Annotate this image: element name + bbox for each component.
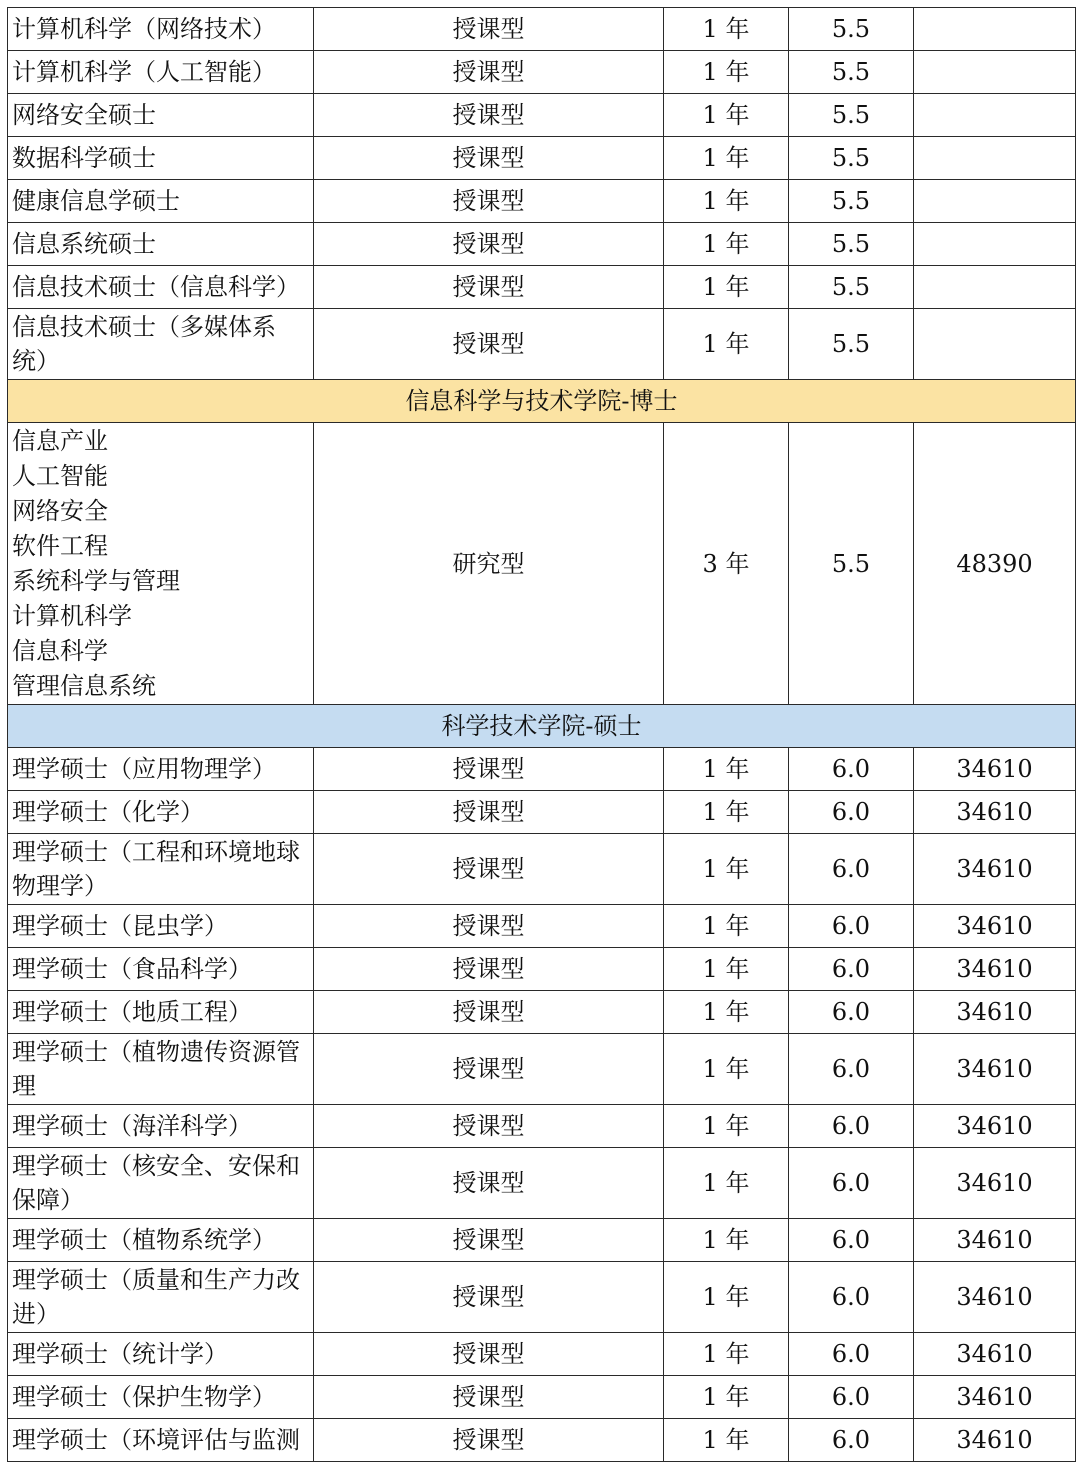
duration-cell: 1 年 xyxy=(664,834,789,905)
fee-cell: 34610 xyxy=(914,1419,1076,1462)
program-type-cell: 授课型 xyxy=(314,1376,664,1419)
table-row xyxy=(8,309,1076,380)
program-name-cell: 计算机科学（人工智能） xyxy=(8,51,314,94)
table-row xyxy=(8,137,1076,180)
program-type-cell: 授课型 xyxy=(314,266,664,309)
program-type-cell: 授课型 xyxy=(314,748,664,791)
score-cell: 6.0 xyxy=(789,1219,914,1262)
score-cell: 6.0 xyxy=(789,834,914,905)
program-type-cell: 授课型 xyxy=(314,1034,664,1105)
score-cell: 6.0 xyxy=(789,1148,914,1219)
program-list-item: 软件工程 xyxy=(12,531,108,560)
table-body-infosci-phd xyxy=(8,380,1076,705)
program-type-cell: 授课型 xyxy=(314,309,664,380)
duration-cell: 1 年 xyxy=(664,223,789,266)
program-type-cell: 授课型 xyxy=(314,948,664,991)
program-list-item: 网络安全 xyxy=(12,496,108,525)
program-name-cell: 健康信息学硕士 xyxy=(8,180,314,223)
table-row xyxy=(8,1419,1076,1462)
fee-cell: 34610 xyxy=(914,905,1076,948)
table-row xyxy=(8,1105,1076,1148)
program-name-cell: 理学硕士（质量和生产力改进） xyxy=(8,1262,314,1333)
fee-cell xyxy=(914,94,1076,137)
program-type-cell: 授课型 xyxy=(314,1333,664,1376)
section-title: 科学技术学院-硕士 xyxy=(8,705,1076,748)
score-cell: 6.0 xyxy=(789,1376,914,1419)
table-body-science-rows xyxy=(8,748,1076,1462)
table-row xyxy=(8,1333,1076,1376)
score-cell: 5.5 xyxy=(789,94,914,137)
score-cell: 5.5 xyxy=(789,423,914,705)
program-type-cell: 授课型 xyxy=(314,905,664,948)
program-name-cell: 理学硕士（应用物理学） xyxy=(8,748,314,791)
program-list-item: 信息产业 xyxy=(12,426,108,455)
program-table-container xyxy=(7,7,1075,1462)
fee-cell: 34610 xyxy=(914,991,1076,1034)
score-cell: 5.5 xyxy=(789,137,914,180)
program-name-cell: 理学硕士（工程和环境地球物理学） xyxy=(8,834,314,905)
duration-cell: 1 年 xyxy=(664,791,789,834)
fee-cell: 34610 xyxy=(914,1105,1076,1148)
table-row xyxy=(8,223,1076,266)
table-row xyxy=(8,423,1076,705)
duration-cell: 1 年 xyxy=(664,748,789,791)
program-name-cell: 信息技术硕士（多媒体系统） xyxy=(8,309,314,380)
program-name-cell: 信息技术硕士（信息科学） xyxy=(8,266,314,309)
program-type-cell: 授课型 xyxy=(314,94,664,137)
section-header-infosci-phd xyxy=(8,380,1076,423)
fee-cell xyxy=(914,180,1076,223)
score-cell: 6.0 xyxy=(789,905,914,948)
fee-cell: 34610 xyxy=(914,1262,1076,1333)
program-name-cell: 信息系统硕士 xyxy=(8,223,314,266)
program-type-cell: 授课型 xyxy=(314,1105,664,1148)
duration-cell: 1 年 xyxy=(664,94,789,137)
fee-cell xyxy=(914,223,1076,266)
duration-cell: 1 年 xyxy=(664,991,789,1034)
program-type-cell: 授课型 xyxy=(314,791,664,834)
section-title: 信息科学与技术学院-博士 xyxy=(8,380,1076,423)
table-row xyxy=(8,791,1076,834)
fee-cell xyxy=(914,266,1076,309)
fee-cell: 34610 xyxy=(914,948,1076,991)
duration-cell: 1 年 xyxy=(664,137,789,180)
program-type-cell: 授课型 xyxy=(314,1419,664,1462)
table-row xyxy=(8,266,1076,309)
table-body-infosci-master xyxy=(8,8,1076,380)
program-name-cell: 计算机科学（网络技术） xyxy=(8,8,314,51)
table-body-science-master xyxy=(8,705,1076,748)
score-cell: 6.0 xyxy=(789,791,914,834)
duration-cell: 1 年 xyxy=(664,905,789,948)
program-list-item: 计算机科学 xyxy=(12,601,132,630)
duration-cell: 1 年 xyxy=(664,180,789,223)
fee-cell xyxy=(914,8,1076,51)
program-name-cell: 理学硕士（植物系统学） xyxy=(8,1219,314,1262)
program-type-cell: 授课型 xyxy=(314,180,664,223)
table-row xyxy=(8,905,1076,948)
table-row xyxy=(8,1262,1076,1333)
program-name-cell: 理学硕士（海洋科学） xyxy=(8,1105,314,1148)
table-row xyxy=(8,1034,1076,1105)
duration-cell: 1 年 xyxy=(664,51,789,94)
program-list-cell xyxy=(8,423,314,705)
table-row xyxy=(8,51,1076,94)
fee-cell: 34610 xyxy=(914,1148,1076,1219)
score-cell: 5.5 xyxy=(789,223,914,266)
score-cell: 6.0 xyxy=(789,1419,914,1462)
table-row xyxy=(8,1219,1076,1262)
table-row xyxy=(8,991,1076,1034)
fee-cell: 34610 xyxy=(914,748,1076,791)
program-list-item: 管理信息系统 xyxy=(12,671,156,700)
score-cell: 6.0 xyxy=(789,1034,914,1105)
program-name-cell: 理学硕士（食品科学） xyxy=(8,948,314,991)
program-name-cell: 理学硕士（植物遗传资源管理 xyxy=(8,1034,314,1105)
program-name-cell: 理学硕士（环境评估与监测 xyxy=(8,1419,314,1462)
score-cell: 6.0 xyxy=(789,1262,914,1333)
table-row xyxy=(8,8,1076,51)
program-list-item: 人工智能 xyxy=(12,461,108,490)
score-cell: 5.5 xyxy=(789,266,914,309)
program-name-cell: 数据科学硕士 xyxy=(8,137,314,180)
program-name-cell: 理学硕士（昆虫学） xyxy=(8,905,314,948)
program-type-cell: 授课型 xyxy=(314,1219,664,1262)
duration-cell: 1 年 xyxy=(664,1262,789,1333)
duration-cell: 1 年 xyxy=(664,1419,789,1462)
score-cell: 5.5 xyxy=(789,180,914,223)
duration-cell: 1 年 xyxy=(664,309,789,380)
program-name-cell: 理学硕士（核安全、安保和保障） xyxy=(8,1148,314,1219)
fee-cell: 34610 xyxy=(914,791,1076,834)
program-name-cell: 理学硕士（统计学） xyxy=(8,1333,314,1376)
program-list-item: 信息科学 xyxy=(12,636,108,665)
program-name-cell: 理学硕士（化学） xyxy=(8,791,314,834)
fee-cell xyxy=(914,137,1076,180)
program-list-item: 系统科学与管理 xyxy=(12,566,180,595)
program-type-cell: 授课型 xyxy=(314,8,664,51)
fee-cell: 34610 xyxy=(914,1333,1076,1376)
duration-cell: 1 年 xyxy=(664,266,789,309)
program-type-cell: 授课型 xyxy=(314,51,664,94)
program-type-cell: 授课型 xyxy=(314,834,664,905)
program-type-cell: 授课型 xyxy=(314,223,664,266)
score-cell: 5.5 xyxy=(789,309,914,380)
score-cell: 6.0 xyxy=(789,1105,914,1148)
duration-cell: 1 年 xyxy=(664,948,789,991)
program-name-cell: 理学硕士（地质工程） xyxy=(8,991,314,1034)
program-type-cell: 研究型 xyxy=(314,423,664,705)
score-cell: 5.5 xyxy=(789,51,914,94)
fee-cell: 34610 xyxy=(914,1219,1076,1262)
table-row xyxy=(8,94,1076,137)
fee-cell: 34610 xyxy=(914,1034,1076,1105)
fee-cell: 48390 xyxy=(914,423,1076,705)
table-row xyxy=(8,180,1076,223)
fee-cell: 34610 xyxy=(914,1376,1076,1419)
program-name-cell: 理学硕士（保护生物学） xyxy=(8,1376,314,1419)
fee-cell: 34610 xyxy=(914,834,1076,905)
table-row xyxy=(8,1148,1076,1219)
table-row xyxy=(8,1376,1076,1419)
duration-cell: 3 年 xyxy=(664,423,789,705)
fee-cell xyxy=(914,51,1076,94)
program-type-cell: 授课型 xyxy=(314,137,664,180)
duration-cell: 1 年 xyxy=(664,1333,789,1376)
duration-cell: 1 年 xyxy=(664,1105,789,1148)
program-name-cell: 网络安全硕士 xyxy=(8,94,314,137)
score-cell: 6.0 xyxy=(789,1333,914,1376)
program-type-cell: 授课型 xyxy=(314,1262,664,1333)
duration-cell: 1 年 xyxy=(664,8,789,51)
program-type-cell: 授课型 xyxy=(314,1148,664,1219)
table-row xyxy=(8,748,1076,791)
table-row xyxy=(8,948,1076,991)
score-cell: 6.0 xyxy=(789,748,914,791)
program-table xyxy=(7,7,1076,1462)
section-header-science-master xyxy=(8,705,1076,748)
duration-cell: 1 年 xyxy=(664,1219,789,1262)
duration-cell: 1 年 xyxy=(664,1148,789,1219)
score-cell: 6.0 xyxy=(789,948,914,991)
program-type-cell: 授课型 xyxy=(314,991,664,1034)
fee-cell xyxy=(914,309,1076,380)
duration-cell: 1 年 xyxy=(664,1376,789,1419)
table-row xyxy=(8,834,1076,905)
duration-cell: 1 年 xyxy=(664,1034,789,1105)
score-cell: 6.0 xyxy=(789,991,914,1034)
score-cell: 5.5 xyxy=(789,8,914,51)
